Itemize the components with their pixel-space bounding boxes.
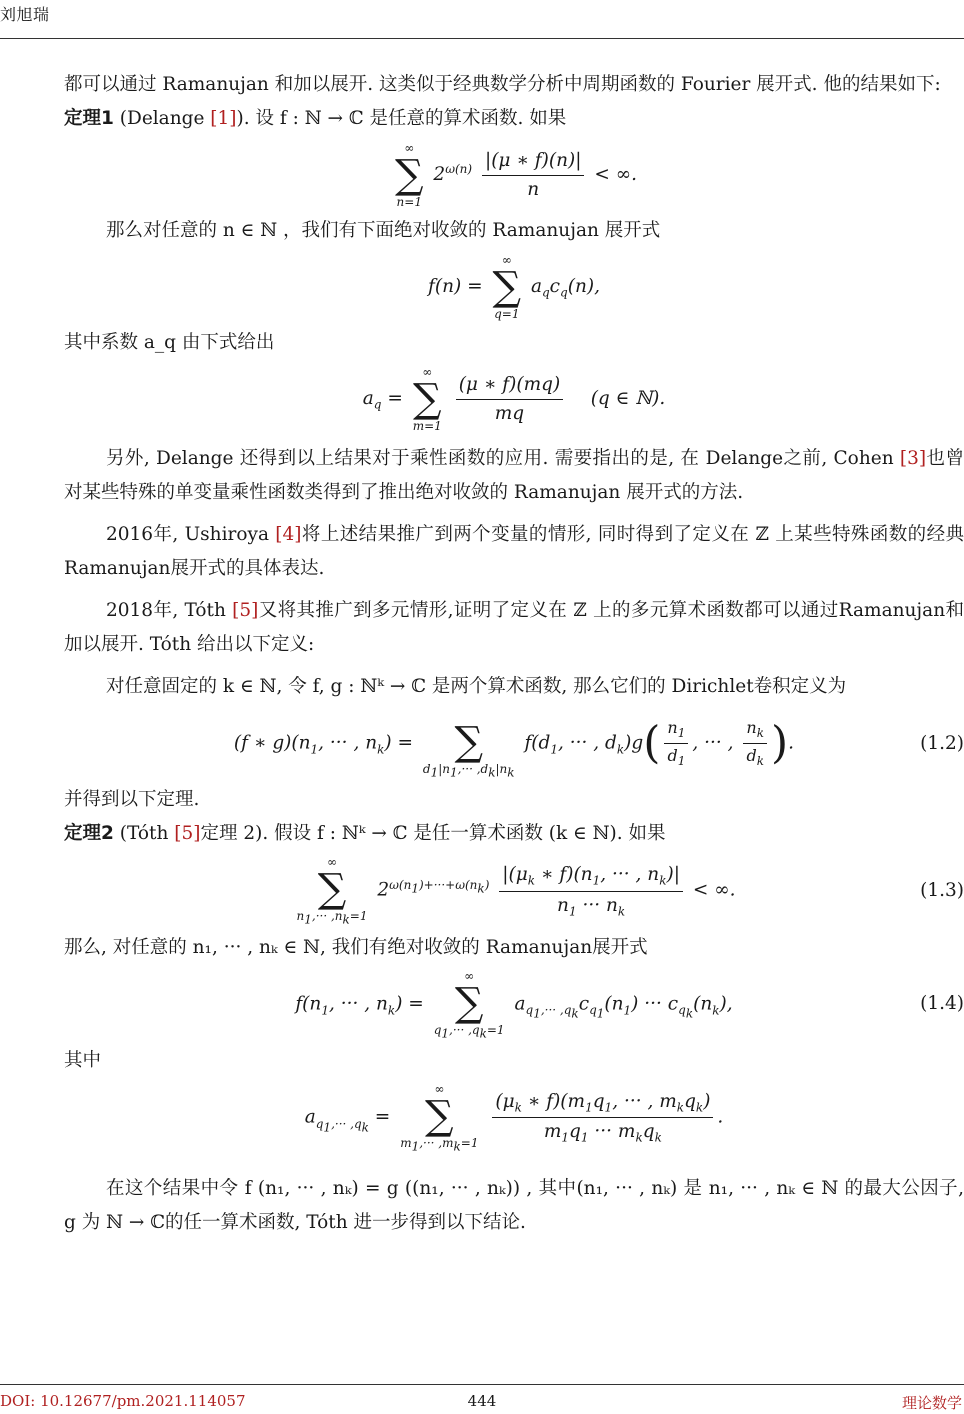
- footer-journal-link[interactable]: 理论数学: [901, 1394, 962, 1412]
- theorem-1: [64, 102, 964, 136]
- equation-number-1-4: (1.4): [920, 993, 964, 1015]
- theorem-1-label: 定理1: [64, 108, 114, 129]
- equation-coefficient-aq: $a_q$ = ∞ ∑ m=1 $\frac{(\mu ∗ f)(mq)}{mq}$ (q ∈ ℕ).: [362, 365, 666, 433]
- page-body: [64, 68, 964, 1240]
- theorem-2: [64, 817, 964, 851]
- theorem-2-attribution-pre: (Tóth: [119, 823, 175, 845]
- theorem-2-statement: 假设 f : ℕᵏ → ℂ 是任一算术函数 (k ∈ ℕ). 如果: [274, 823, 666, 845]
- citation-5-link[interactable]: [5]: [232, 600, 259, 621]
- paragraph-ushiroya: [64, 518, 964, 586]
- paragraph-ushiroya-text-pre: 2016年, Ushiroya: [106, 524, 276, 545]
- intro-paragraph: 都可以通过 Ramanujan 和加以展开. 这类似于经典数学分析中周期函数的 Fourier 展开式. 他的结果如下:: [64, 74, 941, 95]
- running-header-author: 刘旭瑞: [0, 5, 50, 24]
- theorem-1-attribution-pre: (Delange: [119, 108, 211, 129]
- theorem-2-coef-intro: 其中: [64, 1050, 102, 1072]
- equation-multivariate-expansion: $f(n_1$, ··· , $n_k$) = ∞ ∑ $q_1,\cdot\cdot\cdot ,q_k=1$ $a_{q_1,\cdot\cdot\cdot ,q_k}c_{q_1}(n_1)$ ··· $c_{q_k}(n_k)$, (1.4): [295, 968, 964, 1041]
- equation-dirichlet-convolution: (f ∗ $g)(n_1$, ··· , $n_k$) = ∑ $d_1|n_1,\cdot\cdot\cdot ,d_k|n_k$ $f(d_1$, ··· , $d_k)g$( $\frac{n_1}{d_1}$ , ··· , $\frac{n_k}{d_k}$ ). (1.2): [233, 717, 964, 780]
- citation-4-link[interactable]: [4]: [275, 524, 302, 545]
- paragraph-delange-text-post: 也曾对某些特殊的单变量乘性函数类得到了推出绝对收敛的 Ramanujan 展开式的方法.: [64, 448, 964, 503]
- paragraph-final-gcd: 在这个结果中令 f (n₁, ··· , nₖ) = g ((n₁, ··· , nₖ)) , 其中(n₁, ··· , nₖ) 是 n₁, ··· , nₖ ∈ ℕ 的最大公因子, g 为 ℕ → ℂ的任一算术函数, Tóth 进一步得到以下结论.: [64, 1177, 964, 1233]
- theorem-1-attribution-post: ).: [236, 108, 250, 129]
- paragraph-toth-text-pre: 2018年, Tóth: [106, 600, 233, 621]
- equation-ramanujan-expansion: f(n) = ∞ ∑ q=1 $a_qc_q(n)$,: [428, 253, 600, 321]
- paragraph-after-dirichlet: 并得到以下定理.: [64, 789, 200, 811]
- theorem-2-attribution-post: 定理 2).: [200, 823, 269, 845]
- paragraph-toth-text-post: 又将其推广到多元情形,证明了定义在 ℤ 上的多元算术函数都可以通过Ramanujan和加以展开. Tóth 给出以下定义:: [64, 600, 964, 655]
- footer-rule: [0, 1384, 964, 1385]
- paragraph-toth: [64, 594, 964, 662]
- equation-delange-condition: ∞ ∑ n=1 $2^{\omega(n)}$ $\frac{|(\mu ∗ f)(n)|}{n}$ < ∞.: [394, 141, 638, 209]
- theorem-2-conclusion: 那么, 对任意的 n₁, ··· , nₖ ∈ ℕ, 我们有绝对收敛的 Ramanujan展开式: [64, 936, 648, 958]
- equation-number-1-3: (1.3): [920, 880, 964, 902]
- paragraph-dirichlet-definition: 对任意固定的 k ∈ ℕ, 令 f, g : ℕᵏ → ℂ 是两个算术函数, 那么它们的 Dirichlet卷积定义为: [106, 676, 847, 697]
- theorem-1-conclusion: 那么对任意的 n ∈ ℕ ，我们有下面绝对收敛的 Ramanujan 展开式: [106, 220, 661, 241]
- equation-toth-condition: ∞ ∑ $n_1,\cdot\cdot\cdot ,n_k=1$ $2^{\omega(n_1)+\cdot\cdot\cdot+\omega(n_k)}$ $\frac{|(\mu_k ∗ f)(n_1, \cdot\cdot\cdot , n_k)|}{n_1 \cdot\cdot\cdot n_k}$ < ∞. (1.3): [296, 855, 964, 927]
- citation-5b-link[interactable]: [5]: [174, 823, 201, 845]
- header-rule: [0, 38, 964, 39]
- theorem-1-coef-intro: 其中系数 a_q 由下式给出: [64, 332, 275, 353]
- paragraph-ushiroya-text-post: 将上述结果推广到两个变量的情形, 同时得到了定义在 ℤ 上某些特殊函数的经典 Ramanujan展开式的具体表达.: [64, 524, 964, 579]
- footer-page-number: 444: [467, 1392, 497, 1410]
- citation-1-link[interactable]: [1]: [210, 108, 237, 129]
- equation-number-1-2: (1.2): [920, 732, 964, 754]
- equation-multivariate-coefficient: $a_{q_1,\cdot\cdot\cdot ,q_k}$ = ∞ ∑ $m_1,\cdot\cdot\cdot ,m_k=1$ $\frac{(\mu_k ∗ f)(m_1q_1, \cdot\cdot\cdot , m_kq_k)}{m_1q_1 \cdot\cdot\cdot m_kq_k}$ .: [304, 1082, 724, 1154]
- citation-3-link[interactable]: [3]: [899, 448, 927, 469]
- theorem-1-statement: 设 f : ℕ → ℂ 是任意的算术函数. 如果: [255, 108, 567, 129]
- paragraph-delange-cohen: [64, 442, 964, 510]
- paragraph-delange-text-pre: 另外, Delange 还得到以上结果对于乘性函数的应用. 需要指出的是, 在 Delange之前, Cohen: [106, 448, 900, 469]
- theorem-2-label: 定理2: [64, 823, 114, 845]
- footer-doi-link[interactable]: DOI: 10.12677/pm.2021.114057: [0, 1392, 246, 1410]
